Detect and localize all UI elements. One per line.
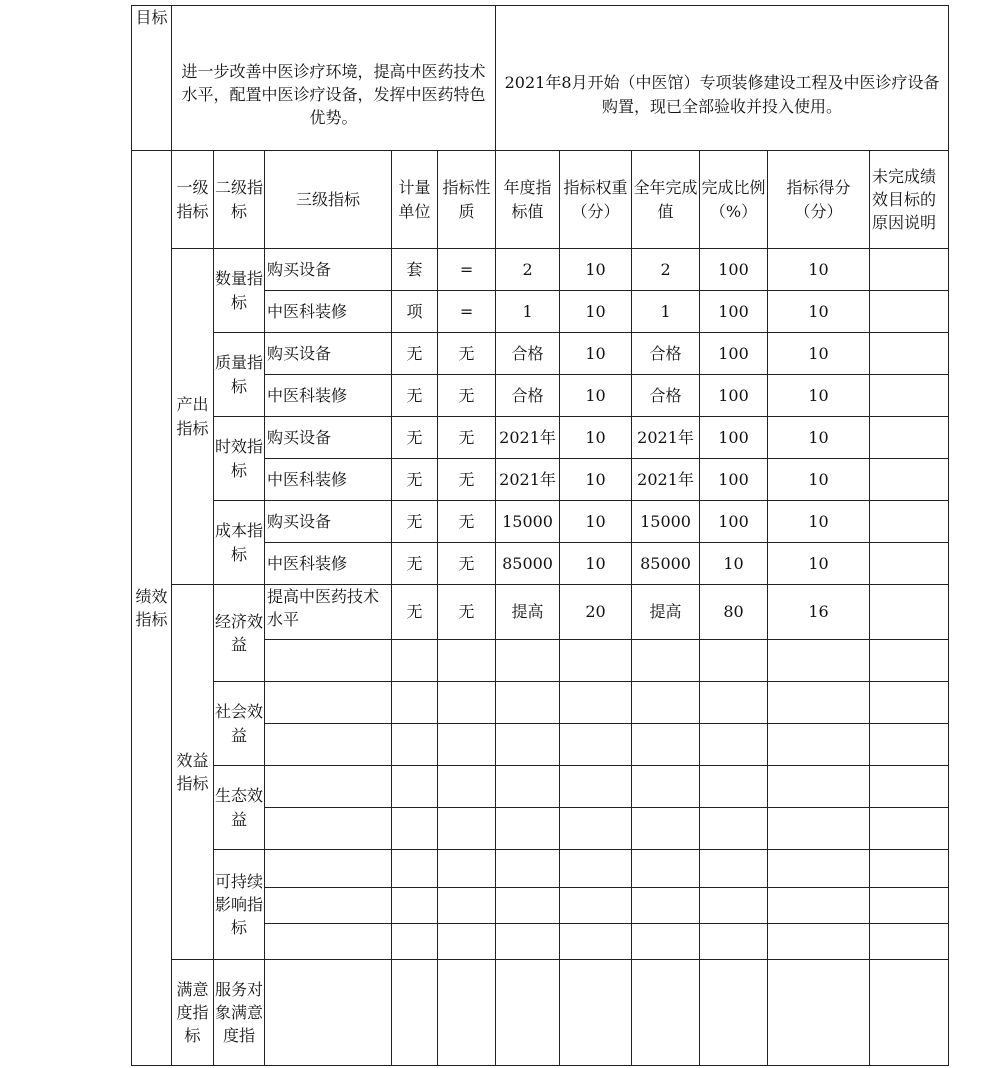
subgroup-sustainable: 可持续影响指标 <box>214 850 265 960</box>
header-score: 指标得分（分） <box>768 151 870 249</box>
empty-cell <box>560 766 632 808</box>
cell-nature: 无 <box>438 459 496 501</box>
empty-cell <box>265 808 392 850</box>
empty-cell <box>265 960 392 1066</box>
cell-reason <box>870 333 949 375</box>
empty-cell <box>632 924 700 960</box>
cell-score: 10 <box>768 543 870 585</box>
cell-unit: 项 <box>392 291 438 333</box>
cell-unit: 套 <box>392 249 438 291</box>
empty-cell <box>560 640 632 682</box>
empty-cell <box>560 924 632 960</box>
cell-ratio: 100 <box>700 417 768 459</box>
empty-cell <box>700 888 768 924</box>
table-row <box>132 766 949 808</box>
cell-weight: 10 <box>560 417 632 459</box>
cell-weight: 10 <box>560 375 632 417</box>
empty-cell <box>768 724 870 766</box>
cell-nature: 无 <box>438 543 496 585</box>
cell-name: 中医科装修 <box>265 375 392 417</box>
empty-cell <box>700 960 768 1066</box>
cell-score: 10 <box>768 501 870 543</box>
header-row <box>132 151 949 249</box>
empty-cell <box>438 766 496 808</box>
cell-name: 购买设备 <box>265 417 392 459</box>
empty-cell <box>870 850 949 888</box>
cell-target: 2021年 <box>496 459 560 501</box>
empty-cell <box>392 724 438 766</box>
empty-cell <box>392 888 438 924</box>
empty-cell <box>870 724 949 766</box>
table-row <box>132 333 949 375</box>
cell-score: 10 <box>768 459 870 501</box>
goal-actual-text: 2021年8月开始（中医馆）专项装修建设工程及中医诊疗设备购置，现已全部验收并投入使用。 <box>496 6 949 151</box>
cell-name: 中医科装修 <box>265 291 392 333</box>
header-level1: 一级指标 <box>172 151 214 249</box>
cell-nature: 无 <box>438 333 496 375</box>
empty-cell <box>632 766 700 808</box>
cell-nature: 无 <box>438 501 496 543</box>
cell-nature: 无 <box>438 585 496 640</box>
group-benefit: 效益指标 <box>172 585 214 960</box>
cell-actual: 2021年 <box>632 459 700 501</box>
empty-cell <box>632 888 700 924</box>
cell-weight: 10 <box>560 543 632 585</box>
cell-unit: 无 <box>392 375 438 417</box>
cell-ratio: 100 <box>700 333 768 375</box>
empty-cell <box>700 682 768 724</box>
table-row <box>132 682 949 724</box>
header-weight: 指标权重（分） <box>560 151 632 249</box>
subgroup-ecological: 生态效益 <box>214 766 265 850</box>
cell-score: 10 <box>768 249 870 291</box>
cell-actual: 2021年 <box>632 417 700 459</box>
empty-cell <box>496 960 560 1066</box>
cell-name: 中医科装修 <box>265 459 392 501</box>
performance-table <box>131 5 949 1066</box>
cell-reason <box>870 375 949 417</box>
goal-row <box>132 6 949 151</box>
cell-actual: 2 <box>632 249 700 291</box>
empty-cell <box>438 682 496 724</box>
empty-cell <box>768 808 870 850</box>
table-row <box>132 249 949 291</box>
cell-name: 中医科装修 <box>265 543 392 585</box>
empty-cell <box>392 682 438 724</box>
empty-cell <box>632 960 700 1066</box>
cell-ratio: 100 <box>700 249 768 291</box>
cell-unit: 无 <box>392 543 438 585</box>
empty-cell <box>392 766 438 808</box>
empty-cell <box>438 888 496 924</box>
cell-score: 10 <box>768 375 870 417</box>
header-level3: 三级指标 <box>265 151 392 249</box>
cell-ratio: 100 <box>700 291 768 333</box>
cell-unit: 无 <box>392 459 438 501</box>
cell-target: 2021年 <box>496 417 560 459</box>
cell-unit: 无 <box>392 585 438 640</box>
cell-nature: 无 <box>438 417 496 459</box>
cell-actual: 提高 <box>632 585 700 640</box>
empty-cell <box>700 850 768 888</box>
cell-score: 10 <box>768 333 870 375</box>
cell-nature: = <box>438 249 496 291</box>
empty-cell <box>870 960 949 1066</box>
empty-cell <box>560 888 632 924</box>
empty-cell <box>870 808 949 850</box>
empty-cell <box>438 808 496 850</box>
cell-target: 15000 <box>496 501 560 543</box>
empty-cell <box>496 640 560 682</box>
empty-cell <box>700 766 768 808</box>
cell-actual: 15000 <box>632 501 700 543</box>
cell-ratio: 10 <box>700 543 768 585</box>
empty-cell <box>265 924 392 960</box>
header-level2: 二级指标 <box>214 151 265 249</box>
cell-weight: 10 <box>560 501 632 543</box>
empty-cell <box>438 960 496 1066</box>
empty-cell <box>496 850 560 888</box>
cell-weight: 10 <box>560 249 632 291</box>
empty-cell <box>438 724 496 766</box>
empty-cell <box>870 888 949 924</box>
empty-cell <box>438 924 496 960</box>
cell-target: 合格 <box>496 375 560 417</box>
table-row <box>132 960 949 1066</box>
cell-score: 10 <box>768 291 870 333</box>
cell-target: 合格 <box>496 333 560 375</box>
cell-actual: 1 <box>632 291 700 333</box>
empty-cell <box>496 924 560 960</box>
empty-cell <box>768 682 870 724</box>
cell-weight: 10 <box>560 291 632 333</box>
table-row <box>132 501 949 543</box>
cell-unit: 无 <box>392 417 438 459</box>
table-row <box>132 585 949 640</box>
header-nature: 指标性质 <box>438 151 496 249</box>
cell-reason <box>870 417 949 459</box>
subgroup-economic: 经济效益 <box>214 585 265 682</box>
empty-cell <box>560 850 632 888</box>
empty-cell <box>632 808 700 850</box>
cell-unit: 无 <box>392 333 438 375</box>
subgroup-cost: 成本指标 <box>214 501 265 585</box>
empty-cell <box>632 850 700 888</box>
cell-target: 2 <box>496 249 560 291</box>
empty-cell <box>560 682 632 724</box>
subgroup-social: 社会效益 <box>214 682 265 766</box>
cell-target: 1 <box>496 291 560 333</box>
empty-cell <box>496 682 560 724</box>
header-annual-target: 年度指标值 <box>496 151 560 249</box>
empty-cell <box>392 640 438 682</box>
empty-cell <box>392 808 438 850</box>
empty-cell <box>632 640 700 682</box>
subgroup-quality: 质量指标 <box>214 333 265 417</box>
empty-cell <box>438 850 496 888</box>
empty-cell <box>768 960 870 1066</box>
header-reason: 未完成绩效目标的原因说明 <box>870 151 949 249</box>
empty-cell <box>870 640 949 682</box>
empty-cell <box>768 888 870 924</box>
cell-weight: 10 <box>560 333 632 375</box>
empty-cell <box>265 724 392 766</box>
cell-name: 购买设备 <box>265 333 392 375</box>
empty-cell <box>496 808 560 850</box>
cell-nature: = <box>438 291 496 333</box>
table-row <box>132 850 949 888</box>
empty-cell <box>700 808 768 850</box>
empty-cell <box>496 724 560 766</box>
cell-reason <box>870 459 949 501</box>
goal-planned-text: 进一步改善中医诊疗环境，提高中医药技术水平，配置中医诊疗设备，发挥中医药特色优势。 <box>172 6 496 151</box>
empty-cell <box>768 766 870 808</box>
empty-cell <box>632 682 700 724</box>
empty-cell <box>392 924 438 960</box>
table-row <box>132 417 949 459</box>
subgroup-service: 服务对象满意度指 <box>214 960 265 1066</box>
empty-cell <box>560 724 632 766</box>
empty-cell <box>265 850 392 888</box>
group-output: 产出指标 <box>172 249 214 585</box>
goal-label: 目标 <box>132 6 172 151</box>
empty-cell <box>265 888 392 924</box>
cell-score: 10 <box>768 417 870 459</box>
empty-cell <box>700 924 768 960</box>
empty-cell <box>496 766 560 808</box>
empty-cell <box>265 766 392 808</box>
cell-weight: 10 <box>560 459 632 501</box>
cell-name: 提高中医药技术水平 <box>265 585 392 640</box>
header-actual-value: 全年完成值 <box>632 151 700 249</box>
cell-target: 提高 <box>496 585 560 640</box>
cell-actual: 合格 <box>632 333 700 375</box>
empty-cell <box>632 724 700 766</box>
cell-unit: 无 <box>392 501 438 543</box>
empty-cell <box>392 960 438 1066</box>
performance-label: 绩效指标 <box>132 151 172 1066</box>
cell-ratio: 100 <box>700 375 768 417</box>
cell-actual: 合格 <box>632 375 700 417</box>
cell-ratio: 80 <box>700 585 768 640</box>
cell-weight: 20 <box>560 585 632 640</box>
empty-cell <box>768 850 870 888</box>
empty-cell <box>700 724 768 766</box>
empty-cell <box>870 682 949 724</box>
empty-cell <box>870 924 949 960</box>
cell-reason <box>870 585 949 640</box>
empty-cell <box>265 682 392 724</box>
empty-cell <box>392 850 438 888</box>
subgroup-timeliness: 时效指标 <box>214 417 265 501</box>
cell-reason <box>870 249 949 291</box>
empty-cell <box>768 640 870 682</box>
cell-name: 购买设备 <box>265 501 392 543</box>
cell-score: 16 <box>768 585 870 640</box>
group-satisfaction: 满意度指标 <box>172 960 214 1066</box>
empty-cell <box>438 640 496 682</box>
header-completion-ratio: 完成比例（%） <box>700 151 768 249</box>
cell-nature: 无 <box>438 375 496 417</box>
empty-cell <box>768 924 870 960</box>
cell-name: 购买设备 <box>265 249 392 291</box>
cell-actual: 85000 <box>632 543 700 585</box>
subgroup-quantity: 数量指标 <box>214 249 265 333</box>
empty-cell <box>560 808 632 850</box>
empty-cell <box>700 640 768 682</box>
cell-reason <box>870 291 949 333</box>
empty-cell <box>496 888 560 924</box>
empty-cell <box>265 640 392 682</box>
empty-cell <box>870 766 949 808</box>
cell-reason <box>870 543 949 585</box>
header-unit: 计量单位 <box>392 151 438 249</box>
cell-ratio: 100 <box>700 501 768 543</box>
cell-ratio: 100 <box>700 459 768 501</box>
empty-cell <box>560 960 632 1066</box>
cell-target: 85000 <box>496 543 560 585</box>
cell-reason <box>870 501 949 543</box>
